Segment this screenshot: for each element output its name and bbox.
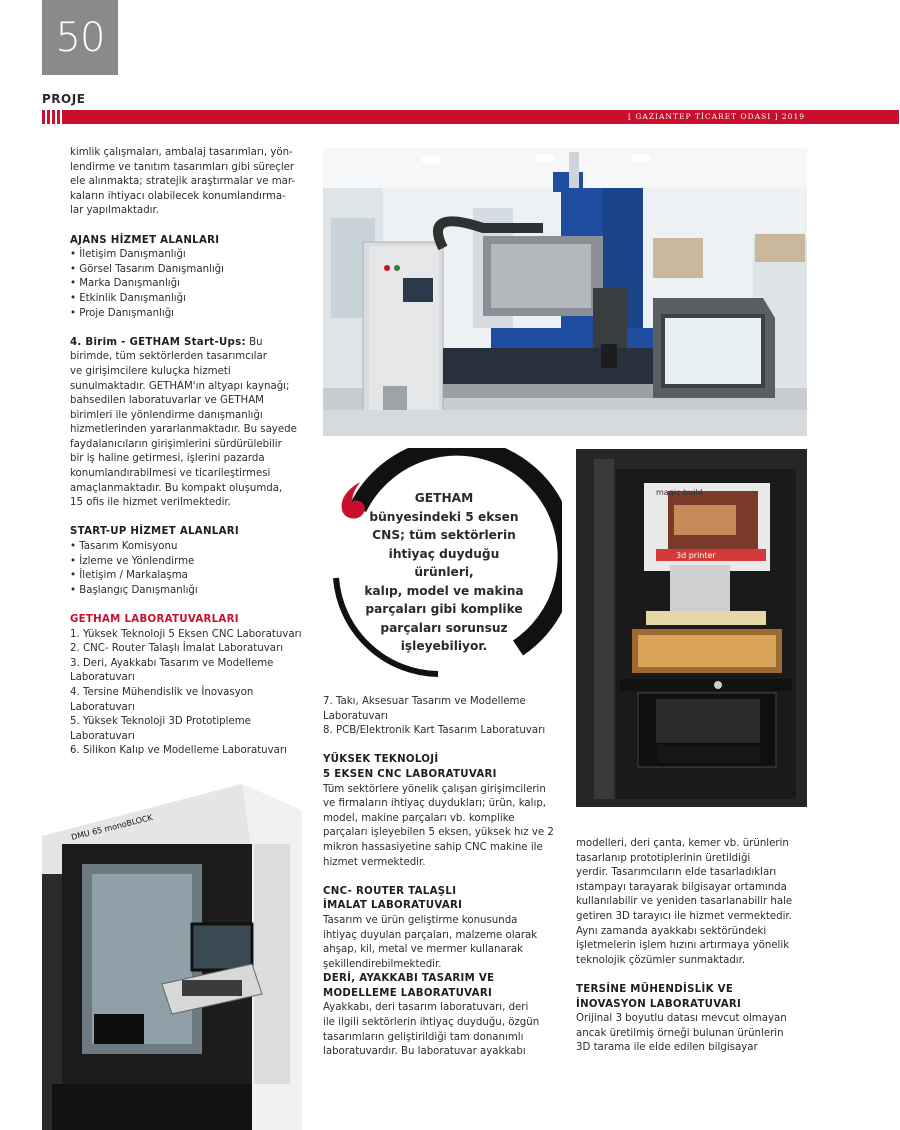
text-line: Aynı zamanda ayakkabı sektöründeki xyxy=(576,925,767,937)
deri-heading: DERİ, AYAKKABI TASARIM VE xyxy=(323,973,495,985)
text-line: Tasarım ve ürün geliştirme konusunda xyxy=(323,914,518,926)
router-heading: CNC- ROUTER TALAŞLI xyxy=(323,885,457,897)
text-line: Orijinal 3 boyutlu datası mevcut olmayan xyxy=(576,1013,787,1025)
list-item: • İletişim Danışmanlığı xyxy=(70,249,186,261)
text-line: kullanılabilir ve yeniden tasarlanabilir hale xyxy=(576,896,793,908)
text-line: kaların ihtiyacı olabilecek konumlandırma- xyxy=(70,190,286,202)
list-item: 1. Yüksek Teknoloji 5 Eksen CNC Laboratuvarı xyxy=(70,628,302,640)
quote-line: bünyesindeki 5 eksen xyxy=(369,509,519,524)
text-line: ancak üretilmiş örneği bulunan ürünlerin xyxy=(576,1027,784,1039)
dmu-label: DMU 65 monoBLOCK xyxy=(70,812,154,842)
cnc-machine-illustration xyxy=(323,148,807,436)
header-bar xyxy=(42,110,899,124)
text-line: birimleri ile yönlendirme danışmanlığı xyxy=(70,409,263,421)
text-line: laboratuvardır. Bu laboratuvar ayakkabı xyxy=(323,1046,526,1058)
quote-line: kalıp, model ve makina xyxy=(364,583,524,598)
text-line: bir iş haline getirmesi, işlerini pazarda xyxy=(70,453,265,465)
text-line: yerdir. Tasarımcıların elde tasarladıkları xyxy=(576,867,777,879)
text-line: şekillendirebilmektedir. xyxy=(323,958,442,970)
list-item: Laboratuvarı xyxy=(323,710,388,722)
quote-line: parçaları sorunsuz xyxy=(380,620,508,635)
text-line: tasarlanıp prototiplerinin üretildiği xyxy=(576,852,751,864)
page-number: 50 xyxy=(42,0,118,75)
pull-quote xyxy=(362,489,526,656)
text-line: ahşap, kil, metal ve mermer kullanarak xyxy=(323,944,524,956)
text-line: amaçlanmaktadır. Bu kompakt oluşumda, xyxy=(70,482,283,494)
list-item: 3. Deri, Ayakkabı Tasarım ve Modelleme xyxy=(70,657,274,669)
3d-printer-illustration xyxy=(576,449,807,807)
router-heading: İMALAT LABORATUVARI xyxy=(323,900,463,912)
left-column xyxy=(70,146,310,759)
text-line: teknolojik çözümler sunmaktadır. xyxy=(576,954,746,966)
printer-brand: magic build xyxy=(656,488,703,497)
list-item: 4. Tersine Mühendislik ve İnovasyon xyxy=(70,686,254,698)
list-item: • Görsel Tasarım Danışmanlığı xyxy=(70,263,224,275)
tersine-heading: İNOVASYON LABORATUVARI xyxy=(576,998,742,1010)
list-item: • Başlangıç Danışmanlığı xyxy=(70,584,198,596)
middle-column xyxy=(323,695,571,1060)
text-line: bahsedilen laboratuvarlar ve GETHAM xyxy=(70,395,264,407)
cnc-heading: 5 EKSEN CNC LABORATUVARI xyxy=(323,768,497,780)
text-line: konumlandırabilmesi ve ticarileştirmesi xyxy=(70,468,271,480)
text-line: lar yapılmaktadır. xyxy=(70,205,159,217)
text-line: lendirme ve tanıtım tasarımları gibi süreçler xyxy=(70,161,295,173)
cnc-heading: YÜKSEK TEKNOLOJİ xyxy=(323,754,439,766)
list-item: Laboratuvarı xyxy=(70,730,135,742)
text-line: hizmet vermektedir. xyxy=(323,856,426,868)
quote-line: işleyebiliyor. xyxy=(400,639,488,653)
quote-line: GETHAM xyxy=(414,491,474,505)
text-line: 3D tarama ile elde edilen bilgisayar xyxy=(576,1042,758,1054)
text-line: modelleri, deri çanta, kemer vb. ürünlerin xyxy=(576,838,789,849)
list-item: • Etkinlik Danışmanlığı xyxy=(70,292,186,304)
ajans-heading: AJANS HİZMET ALANLARI xyxy=(70,234,220,246)
birim-heading: 4. Birim - GETHAM Start-Ups: xyxy=(70,336,246,348)
startup-heading: START-UP HİZMET ALANLARI xyxy=(70,526,240,538)
text-line: ile ilgili sektörlerin ihtiyaç duyduğu, özgün xyxy=(323,1017,540,1029)
text-line: işletmelerin işlem hızını artırmaya yönelik xyxy=(576,940,790,952)
dmu-machine-photo xyxy=(42,784,310,1130)
list-item: • İletişim / Markalaşma xyxy=(70,570,188,582)
list-item: • Proje Danışmanlığı xyxy=(70,307,175,319)
text-line: ihtiyaç duyulan parçaları, malzeme olarak xyxy=(323,929,538,941)
text-line: getiren 3D tarayıcı ile hizmet vermektedir. xyxy=(576,910,792,922)
text-line: ve girişimcilere kuluçka hizmeti xyxy=(70,365,231,377)
text-line: birimde, tüm sektörlerden tasarımcılar xyxy=(70,351,267,363)
list-item: • Marka Danışmanlığı xyxy=(70,278,180,290)
text-line: kimlik çalışmaları, ambalaj tasarımları, yön- xyxy=(70,147,293,158)
list-item: 7. Takı, Aksesuar Tasarım ve Modelleme xyxy=(323,696,526,707)
list-item: • Tasarım Komisyonu xyxy=(70,541,178,553)
text-line: faydalanıcıların girişimlerini sürdürülebilir xyxy=(70,438,282,450)
text-line: mikron hassasiyetine sahip CNC makine ile xyxy=(323,841,543,853)
list-item: • İzleme ve Yönlendirme xyxy=(70,555,195,567)
text-line: model, makine parçaları vb. komplike xyxy=(323,812,515,824)
text-line: sunulmaktadır. GETHAM'ın altyapı kaynağı; xyxy=(70,380,290,392)
quote-line: CNS; tüm sektörlerin xyxy=(372,528,516,542)
list-item: 5. Yüksek Teknoloji 3D Prototipleme xyxy=(70,716,251,728)
quote-line: parçaları gibi komplike xyxy=(365,602,523,616)
right-column xyxy=(576,837,816,1056)
text-line: 15 ofis ile hizmet verilmektedir. xyxy=(70,497,231,509)
list-item: Laboratuvarı xyxy=(70,672,135,684)
header-stripes xyxy=(42,110,62,124)
deri-heading: MODELLEME LABORATUVARI xyxy=(323,987,493,999)
text-line: Ayakkabı, deri tasarım laboratuvarı, deri xyxy=(323,1002,529,1014)
section-label: PROJE xyxy=(42,92,86,106)
printer-label: 3d printer xyxy=(676,551,716,560)
text-line: ıstampayı tarayarak bilgisayar ortamında xyxy=(576,881,787,893)
list-item: 8. PCB/Elektronik Kart Tasarım Laboratuvarı xyxy=(323,725,546,737)
text-line: ele alınmakta; stratejik araştırmalar ve mar- xyxy=(70,176,296,188)
text-line: hizmetlerinden yararlanmaktadır. Bu sayede xyxy=(70,424,297,436)
text-line: parçaları işleyebilen 5 eksen, yüksek hız ve 2 xyxy=(323,827,554,839)
text-line: Tüm sektörlere yönelik çalışan girişimcilerin xyxy=(323,783,546,795)
tersine-heading: TERSİNE MÜHENDİSLİK VE xyxy=(576,983,734,995)
text-line: ve firmaların ihtiyaç duydukları; ürün, kalıp, xyxy=(323,798,547,810)
list-item: 2. CNC- Router Talaşlı İmalat Laboratuvarı xyxy=(70,643,284,655)
list-item: 6. Silikon Kalıp ve Modelleme Laboratuvarı xyxy=(70,745,287,757)
3d-printer-photo xyxy=(576,449,807,807)
list-item: Laboratuvarı xyxy=(70,701,135,713)
dmu-machine-illustration xyxy=(42,784,310,1130)
quote-line: ihtiyaç duyduğu ürünleri, xyxy=(388,546,500,579)
magazine-name: [ GAZIANTEP TİCARET ODASI ] 2019 xyxy=(628,112,805,121)
text-fragment: Bu xyxy=(245,336,263,348)
birim-paragraph-first xyxy=(70,336,310,351)
lab-heading: GETHAM LABORATUVARLARI xyxy=(70,614,239,625)
cnc-machine-photo xyxy=(323,148,807,436)
text-line: tasarımların geliştirildiği tam donanımlı xyxy=(323,1031,524,1043)
